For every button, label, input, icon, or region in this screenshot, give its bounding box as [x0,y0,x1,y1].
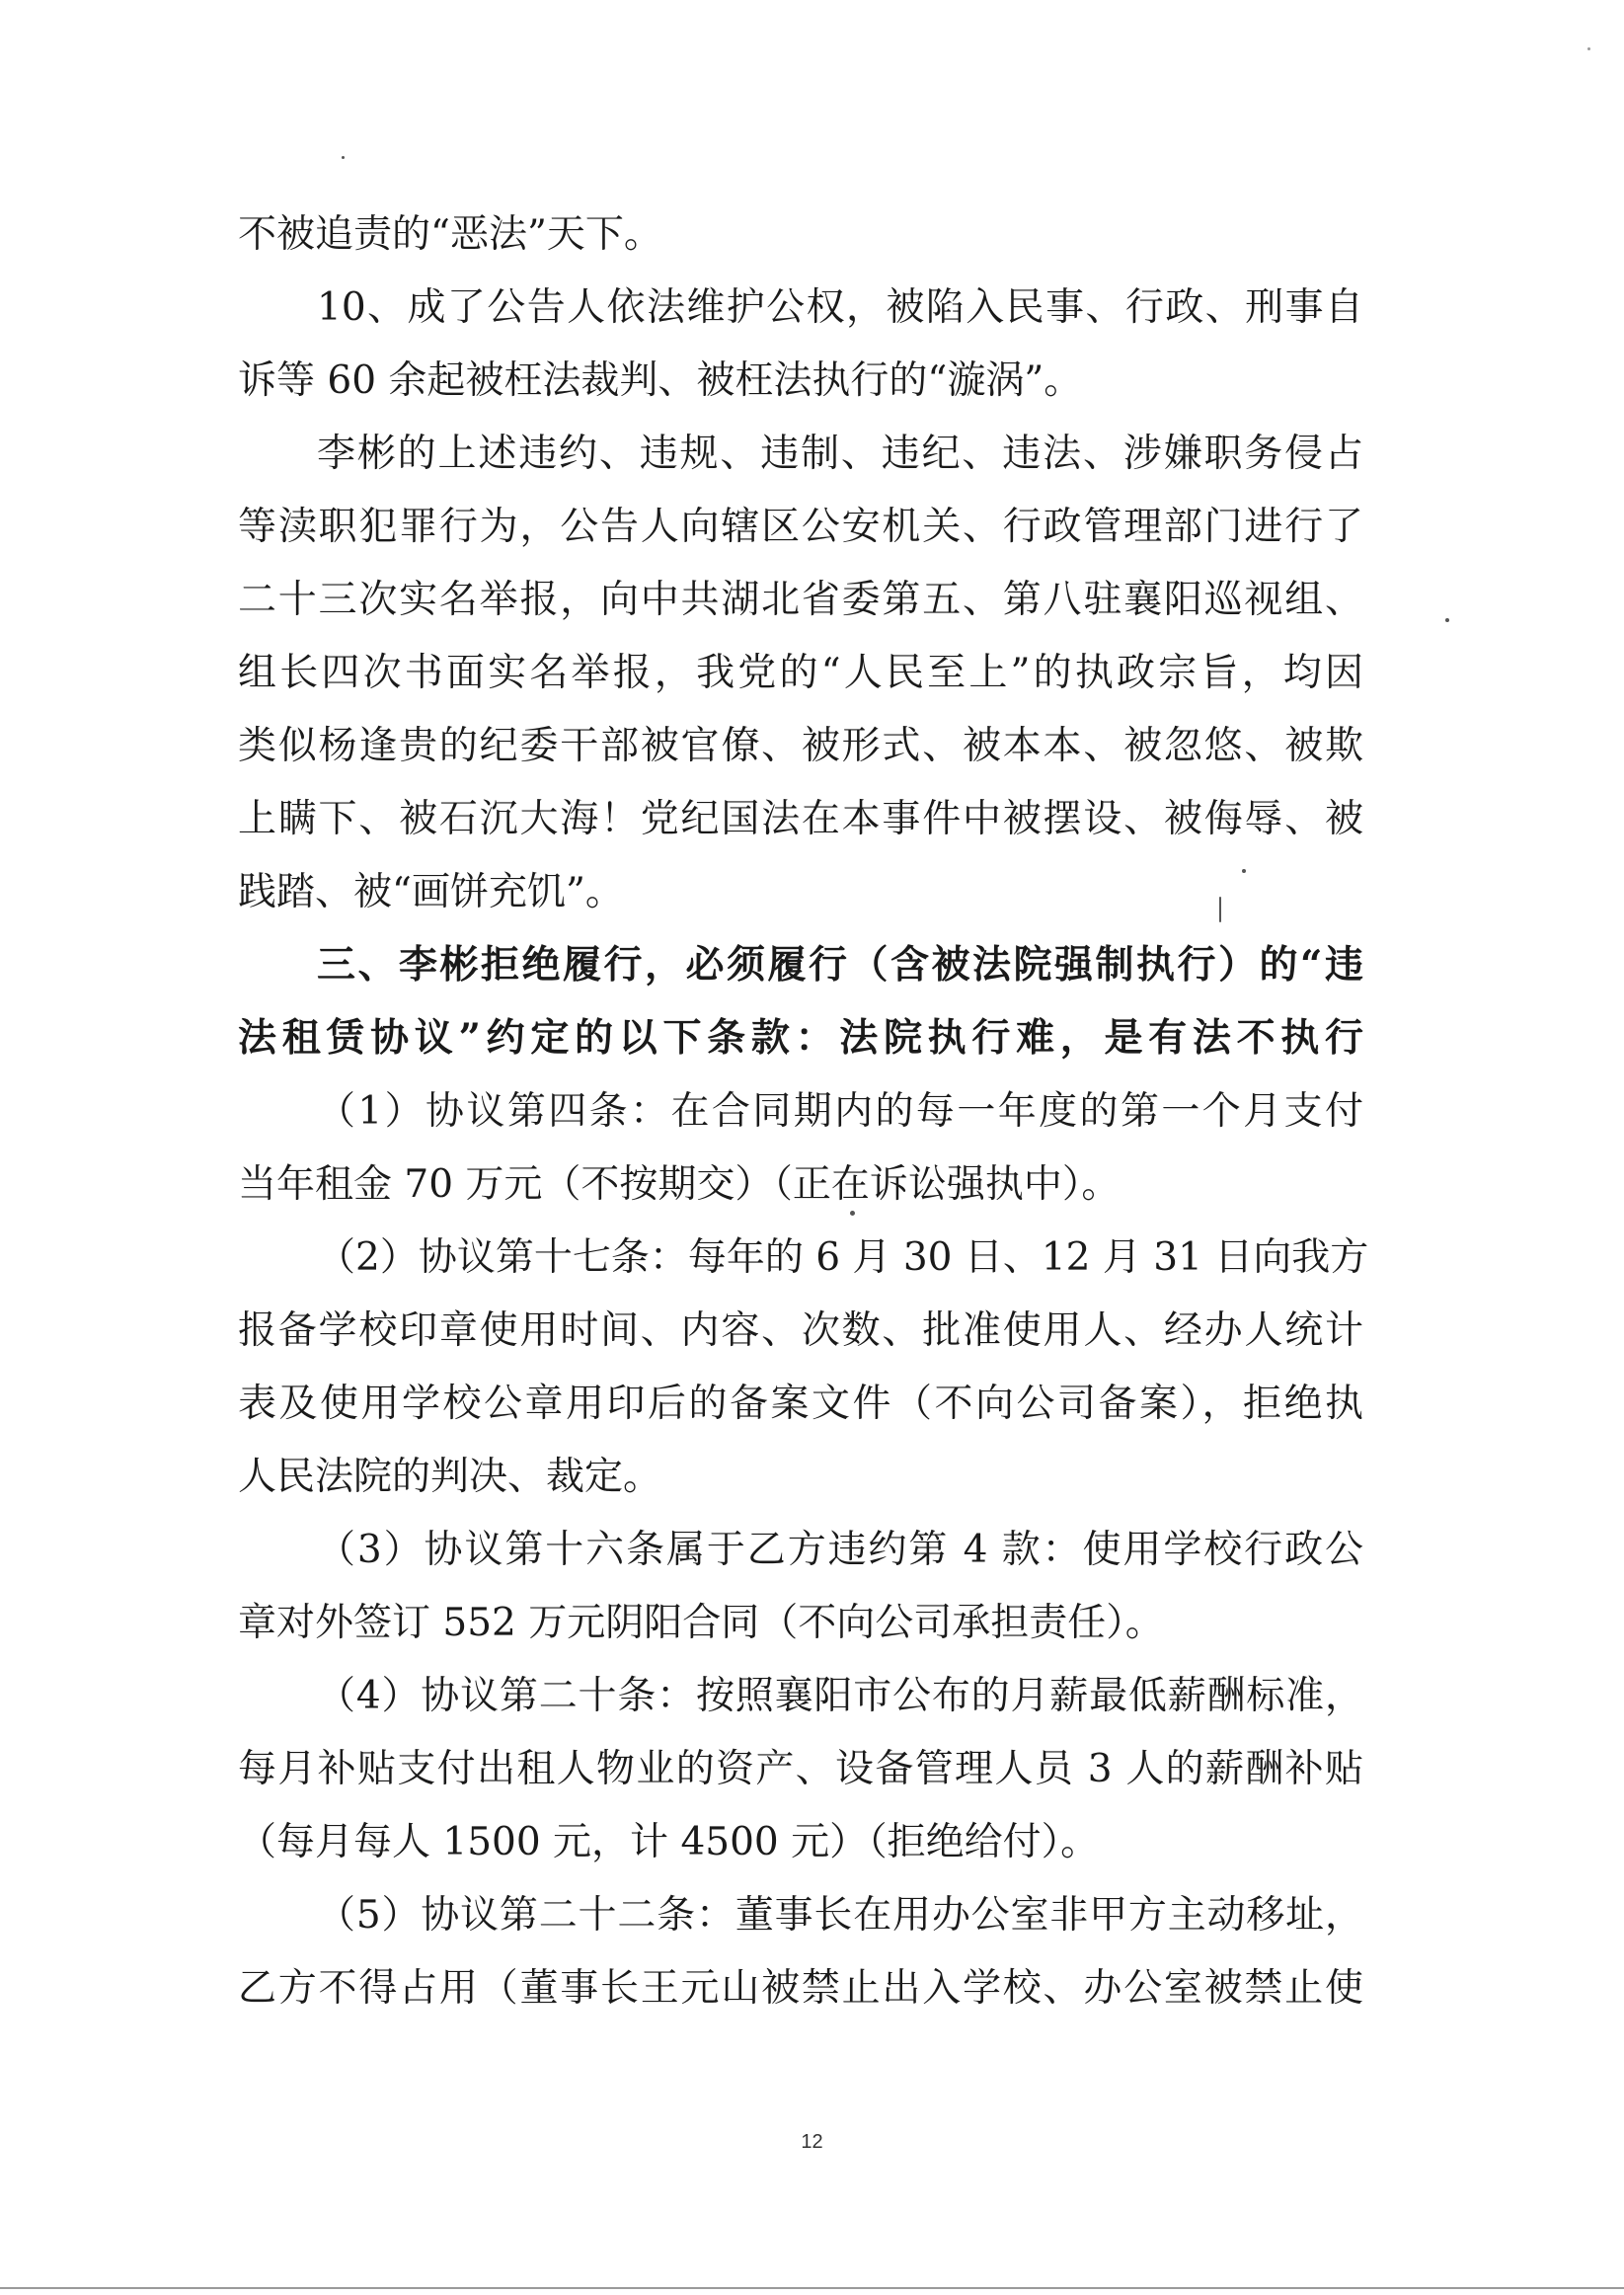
paragraph-line: 组长四次书面实名举报，我党的“人民至上”的执政宗旨，均因 [238,651,1363,695]
paragraph-line: 等渎职犯罪行为，公告人向辖区公安机关、行政管理部门进行了 [238,505,1363,549]
scan-speck [1445,618,1449,622]
scan-edge-line [0,2287,1624,2289]
paragraph-line: （2）协议第十七条：每年的 6 月 30 日、12 月 31 日向我方 [317,1235,1369,1280]
paragraph-line: （3）协议第十六条属于乙方违约第 4 款：使用学校行政公 [317,1528,1363,1572]
paragraph-line: 报备学校印章使用时间、内容、次数、批准使用人、经办人统计 [238,1308,1363,1353]
paragraph-line: 上瞒下、被石沉大海！党纪国法在本事件中被摆设、被侮辱、被 [238,797,1363,841]
paragraph-line: 二十三次实名举报，向中共湖北省委第五、第八驻襄阳巡视组、 [238,578,1363,622]
scan-speck [850,1211,855,1216]
paragraph-line: 章对外签订 552 万元阴阳合同（不向公司承担责任）。 [238,1601,1164,1645]
scan-speck [342,156,345,159]
page-number: 12 [801,2131,823,2153]
paragraph-line: 每月补贴支付出租人物业的资产、设备管理人员 3 人的薪酬补贴 [238,1747,1363,1791]
paragraph-line: 人民法院的判决、裁定。 [238,1455,662,1499]
section-heading-line: 三、李彬拒绝履行，必须履行（含被法院强制执行）的“违 [317,942,1363,988]
paragraph-line: 践踏、被“画饼充饥”。 [238,870,624,914]
scan-mark [1219,897,1221,922]
paragraph-line: 表及使用学校公章用印后的备案文件（不向公司备案），拒绝执 [238,1382,1363,1426]
section-heading-line: 法租赁协议”约定的以下条款：法院执行难，是有法不执行 [238,1015,1363,1061]
scan-speck [1242,869,1246,873]
paragraph-line: 不被追责的“恶法”天下。 [238,212,662,257]
paragraph-line: 诉等 60 余起被枉法裁判、被枉法执行的“漩涡”。 [238,358,1083,403]
paragraph-line: （1）协议第四条：在合同期内的每一年度的第一个月支付 [317,1089,1363,1134]
paragraph-line: （4）协议第二十条：按照襄阳市公布的月薪最低薪酬标准， [317,1674,1363,1718]
paragraph-line: 李彬的上述违约、违规、违制、违纪、违法、涉嫌职务侵占 [317,432,1363,476]
paragraph-line: 类似杨逢贵的纪委干部被官僚、被形式、被本本、被忽悠、被欺 [238,724,1363,768]
paragraph-line: （5）协议第二十二条：董事长在用办公室非甲方主动移址， [317,1893,1363,1938]
paragraph-line: 10、成了公告人依法维护公权，被陷入民事、行政、刑事自 [317,285,1363,330]
paragraph-line: 乙方不得占用（董事长王元山被禁止出入学校、办公室被禁止使 [238,1966,1363,2011]
scan-speck [1587,47,1590,50]
paragraph-line: （每月每人 1500 元，计 4500 元）（拒绝给付）。 [238,1820,1100,1864]
paragraph-line: 当年租金 70 万元（不按期交）（正在诉讼强执中）。 [238,1162,1121,1207]
